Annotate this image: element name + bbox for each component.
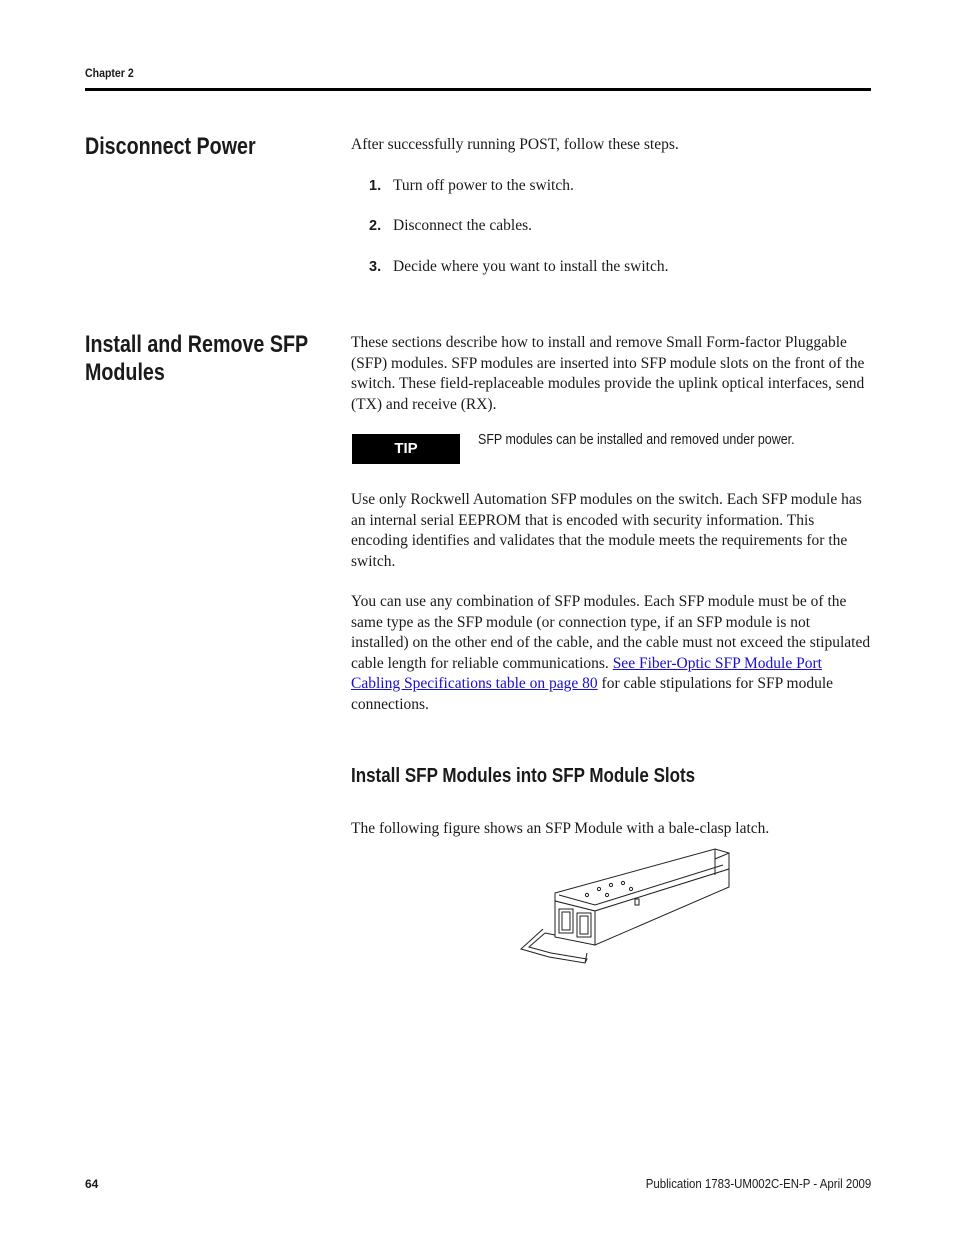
sfp-module-figure bbox=[515, 845, 735, 975]
step-item-3 bbox=[369, 257, 668, 277]
step-text: Turn off power to the switch. bbox=[393, 177, 574, 194]
sfp-eeprom-paragraph: Use only Rockwell Automation SFP modules on the switch. Each SFP module has an internal serial EEPROM that is encoded with security information. This encoding identifies and validates that the module meets the requirements for the switch. bbox=[351, 491, 862, 570]
step-number: 2. bbox=[369, 218, 382, 234]
sfp-combination-paragraph bbox=[351, 592, 871, 715]
step-number: 1. bbox=[369, 178, 382, 194]
paragraph-text: for cable stipulations for SFP module connections. bbox=[351, 675, 834, 713]
header-rule bbox=[85, 88, 871, 91]
tip-text: SFP modules can be installed and removed under power. bbox=[478, 432, 795, 448]
publication-info: Publication 1783-UM002C-EN-P - April 2009 bbox=[645, 1176, 871, 1191]
paragraph-text: You can use any combination of SFP modules. Each SFP module must be of the same type as the SFP module (or connection type, if an SFP module is not installed) on the other end of the cable, and the cable must not exceed the stipulated cable length for reliable communications. bbox=[351, 593, 871, 672]
step-number: 3. bbox=[369, 259, 382, 275]
chapter-label: Chapter 2 bbox=[85, 66, 134, 80]
page-number: 64 bbox=[85, 1177, 99, 1191]
section-heading-disconnect-power: Disconnect Power bbox=[85, 133, 256, 160]
step-item-2 bbox=[369, 216, 532, 236]
step-text: Disconnect the cables. bbox=[393, 217, 533, 234]
figure-intro: The following figure shows an SFP Module with a bale-clasp latch. bbox=[351, 820, 770, 837]
sfp-intro-paragraph: These sections describe how to install and remove Small Form-factor Pluggable (SFP) modules. SFP modules are inserted into SFP module slots on the front of the switch. These field-replaceable modules provide the uplink optical interfaces, send (TX) and receive (RX). bbox=[351, 334, 865, 413]
disconnect-intro: After successfully running POST, follow these steps. bbox=[351, 136, 679, 153]
step-text: Decide where you want to install the switch. bbox=[393, 258, 669, 275]
tip-badge: TIP bbox=[352, 434, 460, 464]
step-item-1 bbox=[369, 176, 574, 196]
cabling-specs-link[interactable]: See Fiber-Optic SFP Module Port Cabling Specifications table on page 80 bbox=[351, 654, 822, 692]
sfp-module-illustration bbox=[515, 845, 735, 970]
section-heading-sfp-modules: Install and Remove SFP Modules bbox=[85, 331, 308, 386]
subsection-heading-install-slots: Install SFP Modules into SFP Module Slots bbox=[351, 765, 696, 787]
